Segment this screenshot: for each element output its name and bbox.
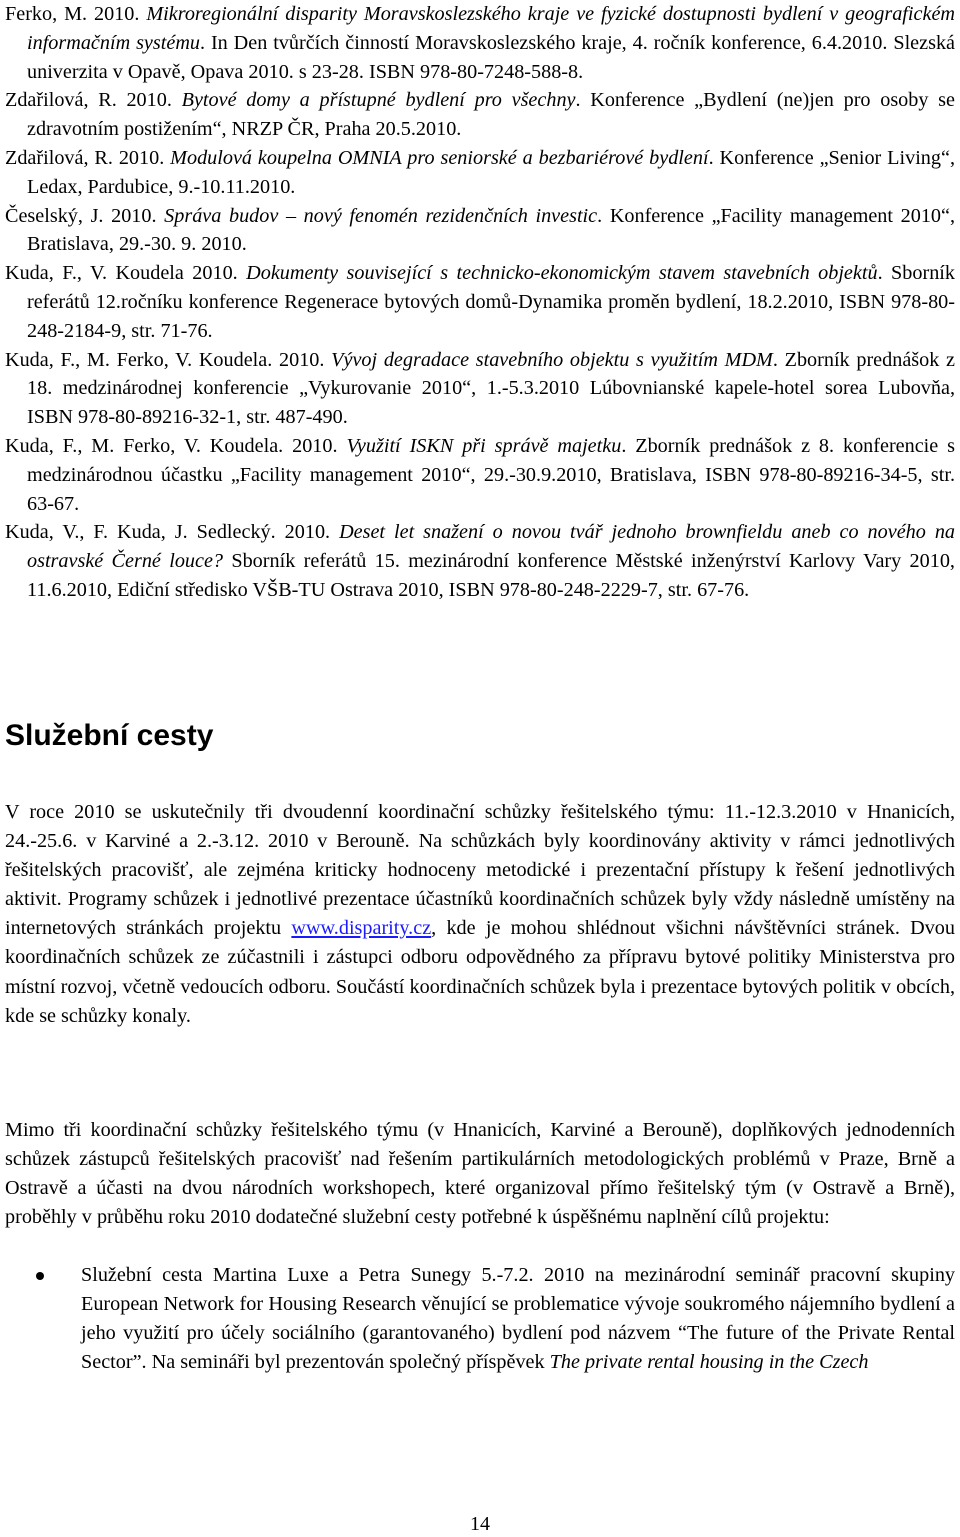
reference-details: . Konference „Bydlení (ne)jen pro osoby se zdravotním postižením“, NRZP ČR, Praha 20.5.2010.: [27, 89, 955, 141]
reference-item: [5, 86, 955, 144]
reference-details: . Zborník prednášok z 8. konferencie s medzinárodnou účastku „Facility management 2010“, 29.-30.9.2010, Bratislava, ISBN 978-80-89216-34-5, str. 63-67.: [27, 434, 956, 515]
list-item-text: Služební cesta Martina Luxe a Petra Sunegy 5.-7.2. 2010 na mezinárodní seminář pracovní skupiny European Network for Housing Research věnující se problematice vývoje soukromého nájemního bydlení a jeho využití pro účely sociálního (garantovaného) bydlení pod názvem “The future of the Private Rental Sector”. Na semináři byl prezentován společný příspěvek: [81, 1264, 955, 1374]
reference-item: [5, 259, 955, 345]
reference-authors: Zdařilová, R. 2010.: [5, 89, 182, 112]
paragraph-text: , kde je mohou shlédnout všichni návštěvníci stránek. Dvou koordinačních schůzek ze zúčastnili i zástupci odboru odpovědného za přípravu bytové politiky Ministerstva pro místní rozvoj, včetně vedoucích odboru. Součástí koordinačních schůzek byla i prezentace bytových politik v obcích, kde se schůzky konaly.: [5, 917, 955, 1027]
body-paragraph-trips: Mimo tři koordinační schůzky řešitelského týmu (v Hnanicích, Karviné a Berouně), doplňkových jednodenních schůzek zástupců řešitelských pracovišť nad řešením partikulárních metodologických problémů v Praze, Brně a Ostravě a účasti na dvou národních workshopech, které organizoval přímo řešitelský tým (v Ostravě a Brně), proběhly v průběhu roku 2010 dodatečné služební cesty potřebné k úspěšnému naplnění cílů projektu:: [5, 1119, 955, 1229]
reference-authors: Zdařilová, R. 2010.: [5, 146, 171, 169]
list-item: [0, 1261, 955, 1377]
reference-authors: Kuda, V., F. Kuda, J. Sedlecký. 2010.: [5, 521, 340, 544]
reference-details: . Konference „Senior Living“, Ledax, Pardubice, 9.-10.11.2010.: [27, 146, 955, 198]
reference-title: Dokumenty související s technicko-ekonomickým stavem stavebních objektů: [246, 262, 878, 285]
reference-item: [5, 432, 955, 518]
reference-authors: Kuda, F., V. Koudela 2010.: [5, 262, 247, 285]
reference-list: [5, 0, 955, 605]
reference-details: . In Den tvůrčích činností Moravskoslezského kraje, 4. ročník konference, 6.4.2010. Slezská univerzita v Opavě, Opava 2010. s 23-28. ISBN 978-80-7248-588-8.: [27, 31, 956, 83]
trip-list: [0, 1261, 955, 1377]
reference-details: . Sborník referátů 12.ročníku konference Regenerace bytových domů-Dynamika proměn bydlení, 18.2.2010, ISBN 978-80-248-2184-9, str. 71-76.: [27, 262, 955, 342]
section-heading: Služební cesty: [5, 719, 214, 752]
reference-item: [5, 518, 955, 604]
reference-authors: Kuda, F., M. Ferko, V. Koudela. 2010.: [5, 434, 347, 457]
reference-title: Využití ISKN při správě majetku: [346, 434, 622, 457]
reference-authors: Česelský, J. 2010.: [5, 204, 165, 227]
reference-details: . Konference „Facility management 2010“, Bratislava, 29.-30. 9. 2010.: [27, 204, 956, 256]
reference-title: Správa budov – nový fenomén rezidenčních investic: [164, 204, 598, 227]
reference-item: [5, 0, 955, 86]
page-number: 14: [470, 1513, 490, 1535]
reference-title: Vývoj degradace stavebního objektu s využitím MDM: [331, 348, 773, 371]
reference-details: Sborník referátů 15. mezinárodní konference Městské inženýrství Karlovy Vary 2010, 11.6.2010, Ediční středisko VŠB-TU Ostrava 2010, ISBN 978-80-248-2229-7, str. 67-76.: [27, 550, 955, 601]
body-paragraph-meetings: [5, 798, 955, 1031]
reference-item: [5, 144, 955, 202]
reference-title: Deset let snažení o novou tvář jednoho brownfieldu aneb co nového na ostravské Černé louce?: [27, 521, 956, 573]
list-item-italic-text: The private rental housing in the Czech: [549, 1351, 869, 1374]
reference-authors: Ferko, M. 2010.: [5, 3, 147, 25]
reference-details: . Zborník prednášok z 18. medzinárodnej konferencie „Vykurovanie 2010“, 1.-5.3.2010 Lúbovnianské kapele-hotel sorea Lubovňa, ISBN 978-80-89216-32-1, str. 487-490.: [27, 348, 956, 429]
paragraph-text: V roce 2010 se uskutečnily tři dvoudenní koordinační schůzky řešitelského týmu: 11.-12.3.2010 v Hnanicích, 24.-25.6. v Karviné a 2.-3.12. 2010 v Berouně. Na schůzkách byly koordinovány aktivity v rámci jednotlivých řešitelských pracovišť, ale zejména kriticky hodnoceny metodické i prezentační přístupy k řešení jednotlivých aktivit. Programy schůzek i jednotlivé prezentace účastníků koordinačních schůzek byly vždy následně umístěny na internetových stránkách projektu: [5, 801, 955, 940]
reference-title: Mikroregionální disparity Moravskoslezského kraje ve fyzické dostupnosti bydlení v geografickém informačním systému: [27, 3, 955, 54]
reference-item: [5, 346, 955, 432]
bullet-icon: [36, 1272, 44, 1280]
reference-title: Modulová koupelna OMNIA pro seniorské a bezbariérové bydlení: [170, 146, 709, 169]
reference-item: [5, 202, 955, 260]
reference-authors: Kuda, F., M. Ferko, V. Koudela. 2010.: [5, 348, 332, 371]
project-website-link[interactable]: www.disparity.cz: [291, 917, 432, 940]
reference-title: Bytové domy a přístupné bydlení pro všechny: [181, 89, 576, 112]
